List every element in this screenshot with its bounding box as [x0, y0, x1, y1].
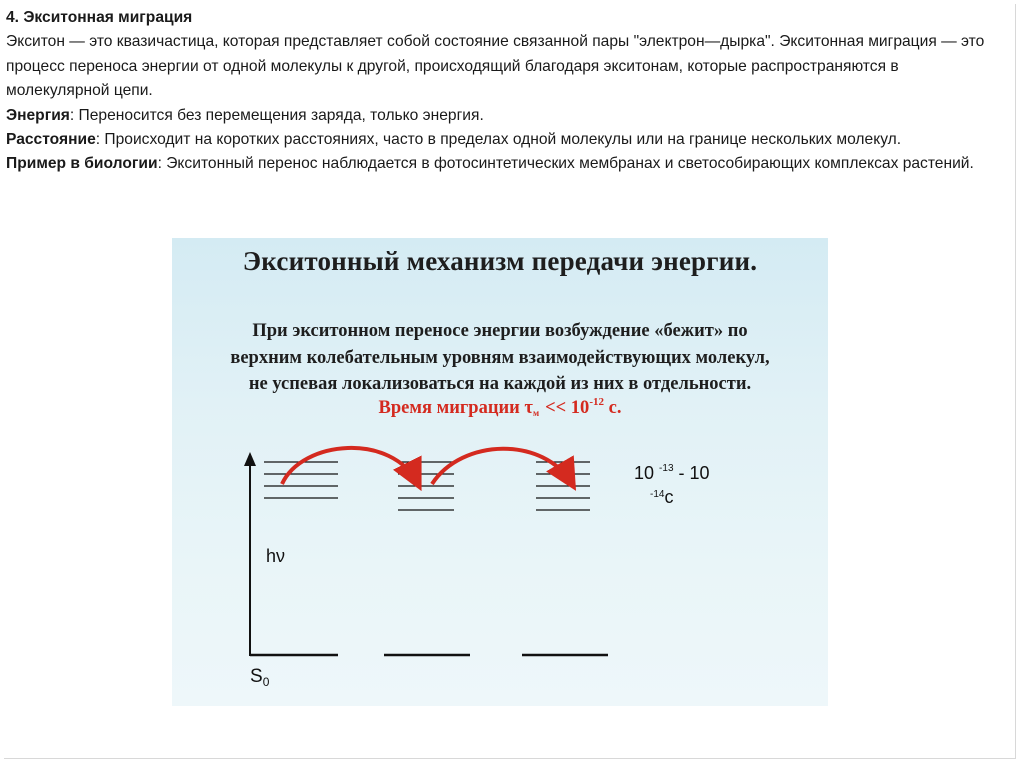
time-prefix: Время миграции τ — [378, 398, 533, 418]
time-subscript: м — [532, 408, 540, 418]
migration-arrow-1 — [282, 448, 418, 484]
ground-state-sub: 0 — [262, 675, 270, 689]
ground-state-label: $S_0$ — [250, 666, 270, 689]
figure-title: Экситонный механизм передачи энергии. — [242, 246, 758, 276]
axis-arrowhead — [244, 452, 256, 466]
excited-levels-1 — [264, 462, 338, 498]
time-exponent: -12 — [589, 396, 604, 408]
energy-level-diagram — [172, 238, 828, 706]
point-label: Пример в биологии — [6, 155, 158, 173]
point-energy — [6, 104, 1006, 128]
point-label: Энергия — [6, 106, 70, 124]
energy-label: hν — [266, 546, 286, 566]
figure-line: При экситонном переносе энергии возбуждение «бежит» по — [252, 321, 748, 341]
text-block — [6, 6, 1006, 177]
figure-line: верхним колебательным уровням взаимодействующих молекул, — [230, 347, 770, 368]
point-text: : Происходит на коротких расстояниях, часто в пределах одной молекулы или на границе нескольких молекул. — [95, 131, 902, 149]
time-range-label: 10 $^{-13}$ - 10 $^{-14}$c — [634, 463, 710, 507]
time-relation: << 10 — [545, 398, 590, 418]
point-text: : Переносится без перемещения заряда, только энергия. — [69, 106, 484, 124]
section-title: 4. Экситонная миграция — [6, 9, 193, 26]
point-label: Расстояние — [6, 131, 96, 149]
exciton-figure — [172, 238, 828, 706]
point-biology — [6, 152, 1006, 176]
time-unit: с. — [603, 398, 622, 418]
point-text: : Экситонный перенос наблюдается в фотосинтетических мембранах и светособирающих комплексах растений. — [157, 155, 974, 173]
figure-line: не успевая локализоваться на каждой из них в отдельности. — [248, 374, 752, 394]
migration-arrow-2 — [432, 449, 572, 484]
section-intro: Экситон — это квазичастица, которая представляет собой состояние связанной пары "электрон—дырка". Экситонная миграция — это процесс переноса энергии от одной молекулы к другой, происходящий благодаря экситонам, которые распространяются в молекулярной цепи. — [6, 33, 985, 100]
point-distance — [6, 128, 1006, 152]
